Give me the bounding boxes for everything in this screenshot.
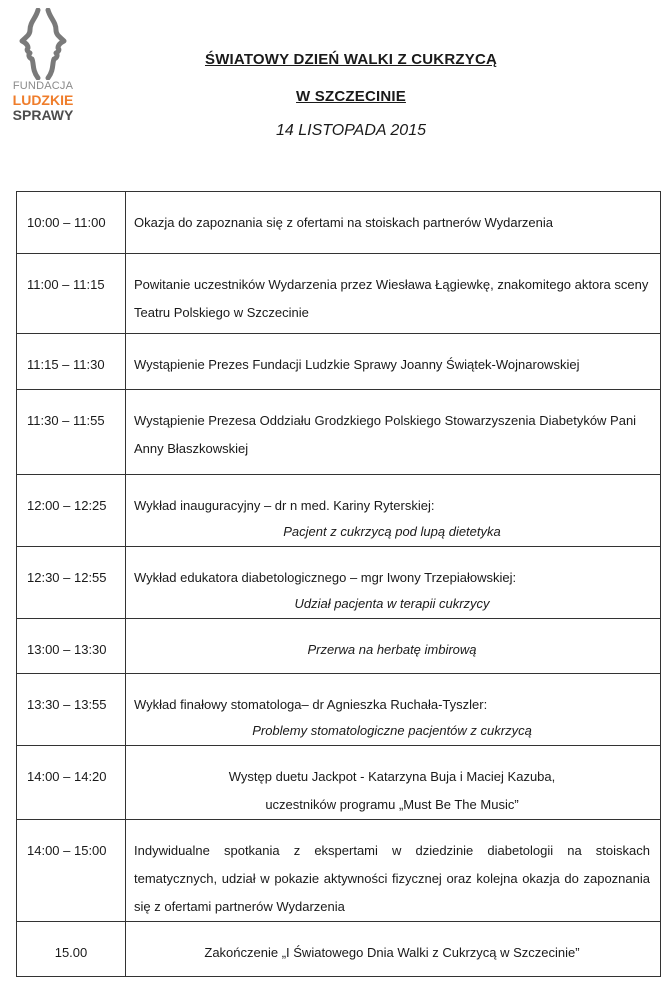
time-cell: 11:00 – 11:15 — [17, 254, 126, 334]
description-cell — [126, 922, 661, 977]
lecture-subtitle: Pacjent z cukrzycą pod lupą dietetyka — [283, 524, 501, 539]
lecture-title: Wykład inauguracyjny – dr n med. Kariny Ryterskiej: — [134, 498, 435, 513]
time-cell: 14:00 – 14:20 — [17, 746, 126, 820]
time-cell: 13:30 – 13:55 — [17, 674, 126, 746]
description-cell: Okazja do zapoznania się z ofertami na stoiskach partnerów Wydarzenia — [126, 192, 661, 254]
foundation-logo — [8, 8, 78, 128]
description-cell — [126, 547, 661, 619]
table-row — [17, 192, 661, 254]
table-row — [17, 922, 661, 977]
time-cell: 15.00 — [17, 922, 126, 977]
table-row — [17, 820, 661, 922]
table-row — [17, 334, 661, 390]
description-cell: Indywidualne spotkania z ekspertami w dziedzinie diabetologii na stoiskach tematycznych, udział w pokazie aktywności fizycznej oraz kolejna okazja do zapoznania się z ofertami partnerów Wydarzenia — [126, 820, 661, 922]
time-cell: 13:00 – 13:30 — [17, 619, 126, 674]
closing-line: Zakończenie „I Światowego Dnia Walki z Cukrzycą w Szczecinie” — [204, 945, 580, 960]
performance-line-1: Występ duetu Jackpot - Katarzyna Buja i Maciej Kazuba, — [228, 769, 556, 784]
lecture-subtitle: Problemy stomatologiczne pacjentów z cukrzycą — [252, 723, 532, 738]
table-row — [17, 746, 661, 820]
table-row — [17, 547, 661, 619]
description-cell: Wystąpienie Prezes Fundacji Ludzkie Sprawy Joanny Świątek-Wojnarowskiej — [126, 334, 661, 390]
event-date: 14 LISTOPADA 2015 — [275, 122, 426, 139]
time-cell: 14:00 – 15:00 — [17, 820, 126, 922]
table-row — [17, 254, 661, 334]
lecture-title: Wykład edukatora diabetologicznego – mgr Iwony Trzepiałowskiej: — [134, 570, 517, 585]
lecture-title: Wykład finałowy stomatologa– dr Agnieszka Ruchała-Tyszler: — [134, 697, 488, 712]
description-cell — [126, 674, 661, 746]
table-row — [17, 674, 661, 746]
time-cell: 10:00 – 11:00 — [17, 192, 126, 254]
performance-line-2: uczestników programu „Must Be The Music” — [265, 797, 519, 812]
description-cell: Powitanie uczestników Wydarzenia przez Wiesława Łągiewkę, znakomitego aktora sceny Teatru Polskiego w Szczecinie — [126, 254, 661, 334]
time-cell: 11:15 – 11:30 — [17, 334, 126, 390]
description-cell — [126, 475, 661, 547]
faces-logo-icon — [8, 8, 78, 80]
description-cell — [126, 746, 661, 820]
table-row — [17, 475, 661, 547]
table-row — [17, 390, 661, 475]
title-line-2: W SZCZECINIE — [296, 88, 406, 105]
description-cell — [126, 619, 661, 674]
logo-line-ludzkie: LUDZKIE — [12, 92, 74, 108]
description-cell: Wystąpienie Prezesa Oddziału Grodzkiego Polskiego Stowarzyszenia Diabetyków Pani Anny Błaszkowskiej — [126, 390, 661, 475]
break-label: Przerwa na herbatę imbirową — [307, 642, 477, 657]
time-cell: 12:00 – 12:25 — [17, 475, 126, 547]
table-row — [17, 619, 661, 674]
time-cell: 11:30 – 11:55 — [17, 390, 126, 475]
lecture-subtitle: Udział pacjenta w terapii cukrzycy — [294, 596, 490, 611]
logo-line-fundacja: FUNDACJA — [12, 80, 74, 92]
title-line-1: ŚWIATOWY DZIEŃ WALKI Z CUKRZYCĄ — [204, 51, 498, 68]
schedule-table — [16, 191, 661, 977]
time-cell: 12:30 – 12:55 — [17, 547, 126, 619]
logo-line-sprawy: SPRAWY — [12, 107, 74, 123]
